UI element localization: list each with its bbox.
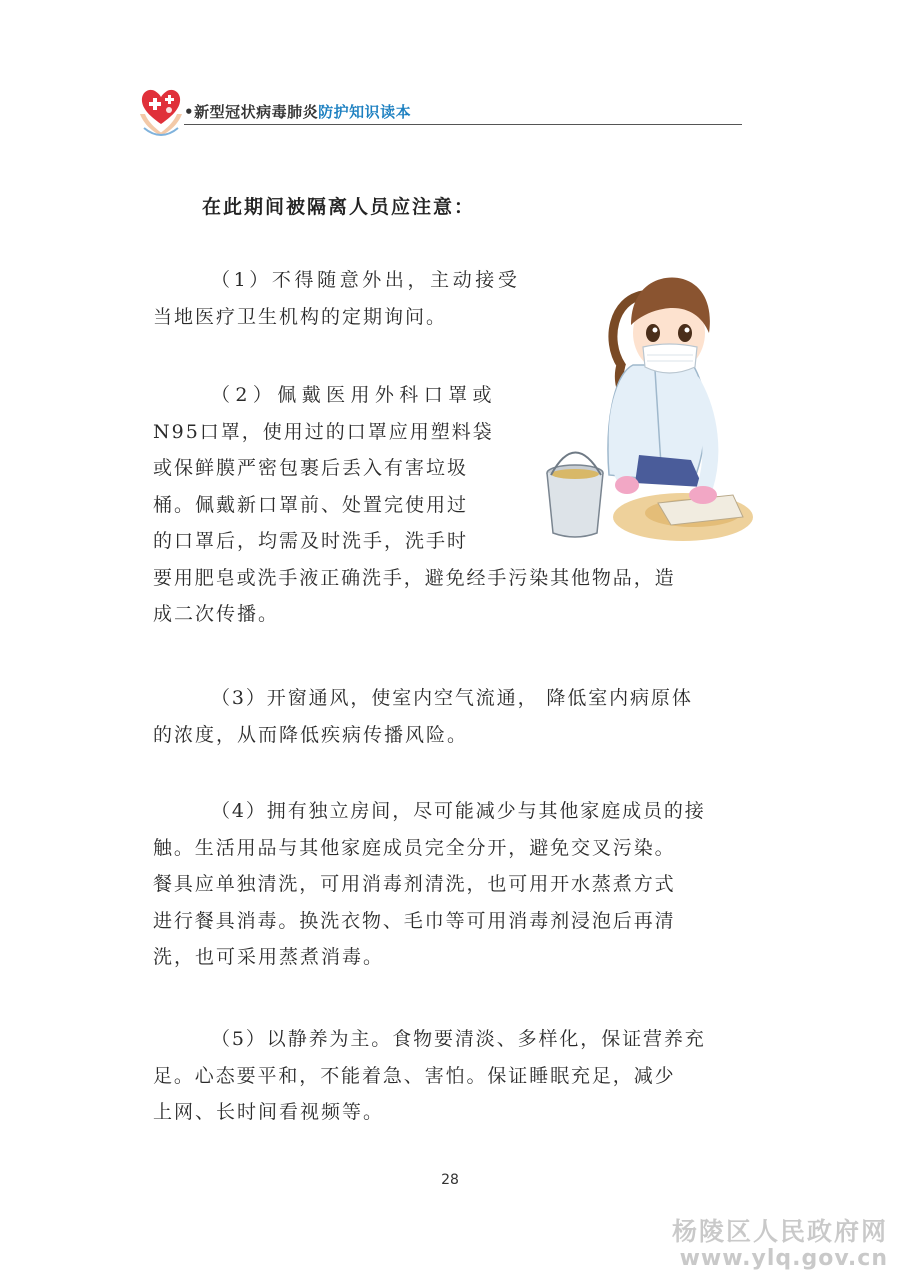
- header-divider: [184, 124, 742, 125]
- text-line: 成二次传播。: [153, 603, 280, 625]
- paragraph-4: [153, 793, 706, 976]
- text-line: 洗，也可采用蒸煮消毒。: [153, 946, 385, 968]
- paragraph-3: [153, 680, 693, 753]
- text-line: 触。生活用品与其他家庭成员完全分开，避免交叉污染。: [153, 836, 676, 859]
- text-line: N95口罩，使用过的口罩应用塑料袋: [153, 420, 494, 443]
- heart-hands-logo-icon: [138, 84, 184, 136]
- watermark-url: www.ylq.gov.cn: [679, 1246, 888, 1271]
- text-line: 上网、长时间看视频等。: [153, 1101, 385, 1123]
- text-line: （4）拥有独立房间，尽可能减少与其他家庭成员的接: [211, 800, 706, 822]
- text-line: （3）开窗通风，使室内空气流通， 降低室内病原体: [211, 687, 693, 709]
- text-line: （1）不得随意外出，主动接受: [211, 269, 521, 291]
- book-title-accent: 防护知识读本: [318, 103, 412, 121]
- paragraph-5: [153, 1021, 706, 1131]
- text-line: 当地医疗卫生机构的定期询问。: [153, 305, 448, 328]
- text-line: 足。心态要平和，不能着急、害怕。保证睡眠充足，减少: [153, 1064, 676, 1087]
- text-line: 进行餐具消毒。换洗衣物、毛巾等可用消毒剂浸泡后再清: [153, 909, 676, 932]
- text-line: 要用肥皂或洗手液正确洗手，避免经手污染其他物品，造: [153, 566, 676, 589]
- text-line: 的口罩后，均需及时洗手，洗手时: [153, 530, 469, 552]
- text-line: 餐具应单独清洗，可用消毒剂清洗，也可用开水蒸煮方式: [153, 873, 676, 895]
- text-line: 或保鲜膜严密包裹后丢入有害垃圾: [153, 457, 469, 479]
- text-line: 的浓度，从而降低疾病传播风险。: [153, 723, 469, 746]
- page-number: 28: [441, 1172, 459, 1188]
- woman-cleaning-illustration: [543, 255, 755, 555]
- text-line: （5）以静养为主。食物要清淡、多样化，保证营养充: [211, 1028, 706, 1050]
- book-title-main: •新型冠状病毒肺炎: [184, 103, 319, 121]
- text-line: 桶。佩戴新口罩前、处置完使用过: [153, 493, 469, 516]
- watermark-site-name: 杨陵区人民政府网: [671, 1217, 888, 1246]
- paragraph-1: [153, 262, 521, 335]
- page-header: [138, 84, 742, 140]
- book-title: [184, 101, 411, 122]
- section-heading: 在此期间被隔离人员应注意：: [202, 196, 476, 218]
- text-line: （2）佩戴医用外科口罩或: [211, 384, 497, 406]
